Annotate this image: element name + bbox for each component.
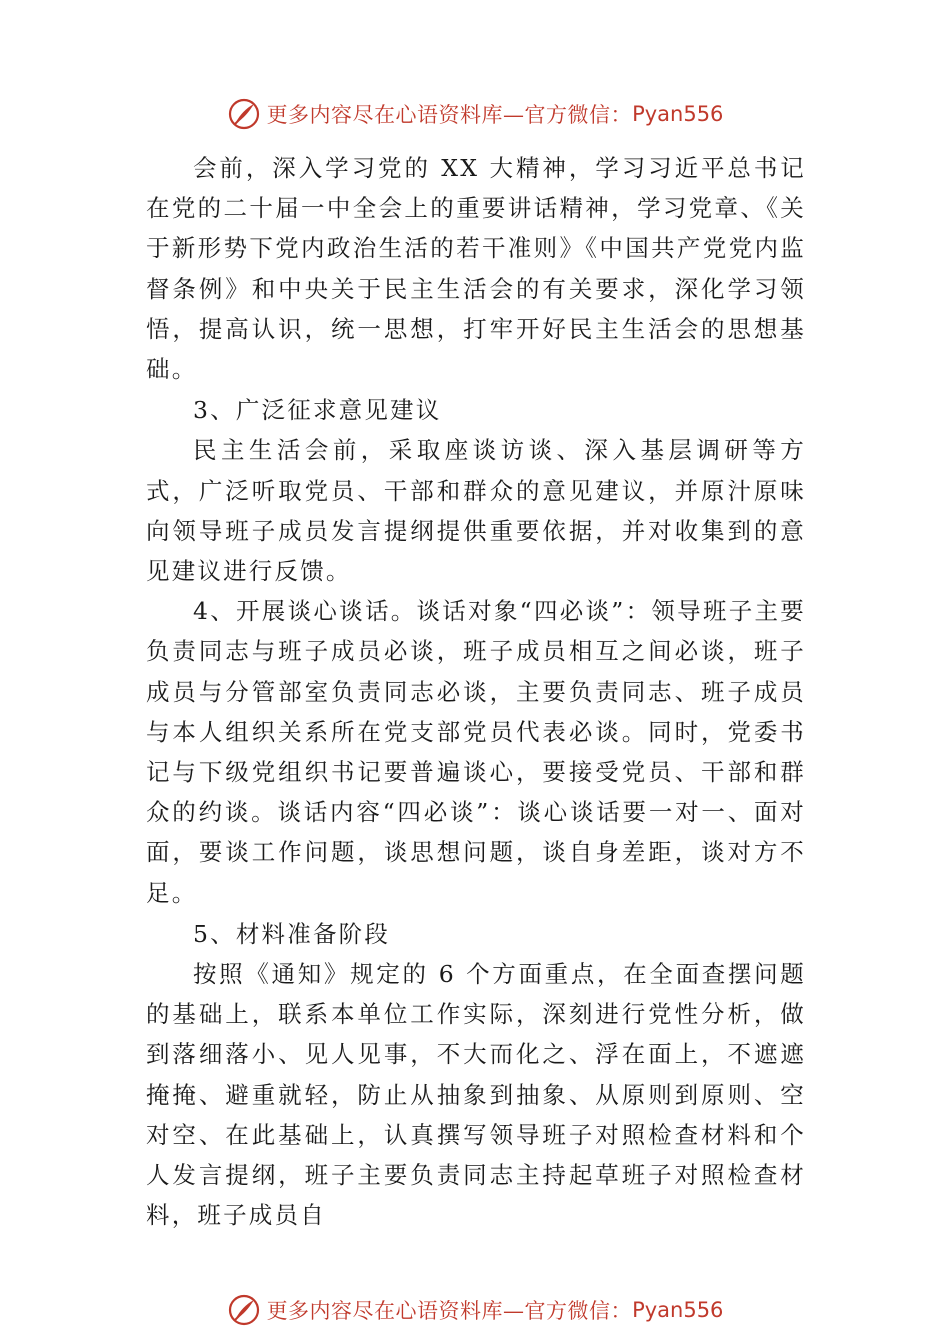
section-heading: 5、材料准备阶段 bbox=[193, 919, 391, 948]
paragraph: 会前，深入学习党的 XX 大精神，学习习近平总书记在党的二十届一中全会上的重要讲话精神，学习党章、《关于新形势下党内政治生活的若干准则》《中国共产党党内监督条例》和中央关于民主生活会的有关要求，深化学习领悟，提高认识，统一思想，打牢开好民主生活会的思想基础。 bbox=[146, 154, 806, 384]
banner-text: 更多内容尽在心语资料库—官方微信： bbox=[266, 1299, 633, 1323]
feather-logo-icon bbox=[227, 97, 261, 131]
section-heading: 3、广泛征求意见建议 bbox=[193, 396, 442, 425]
feather-logo-icon bbox=[227, 1293, 261, 1327]
banner-handle: Pyan556 bbox=[632, 102, 724, 126]
banner-handle: Pyan556 bbox=[632, 1298, 724, 1322]
document-body bbox=[146, 148, 806, 1235]
paragraph: 按照《通知》规定的 6 个方面重点，在全面查摆问题的基础上，联系本单位工作实际，深刻进行党性分析，做到落细落小、见人见事，不大而化之、浮在面上，不遮遮掩掩、避重就轻，防止从抽象到抽象、从原则到原则、空对空、在此基础上，认真撰写领导班子对照检查材料和个人发言提纲，班子主要负责同志主持起草班子对照检查材料，班子成员自 bbox=[146, 960, 806, 1230]
paragraph: 4、开展谈心谈话。谈话对象“四必谈”：领导班子主要负责同志与班子成员必谈，班子成员相互之间必谈，班子成员与分管部室负责同志必谈，主要负责同志、班子成员与本人组织关系所在党支部党员代表必谈。同时，党委书记与下级党组织书记要普遍谈心，要接受党员、干部和群众的约谈。谈话内容“四必谈”：谈心谈话要一对一、面对面，要谈工作问题，谈思想问题，谈自身差距，谈对方不足。 bbox=[146, 597, 806, 907]
footer-banner bbox=[0, 1290, 950, 1330]
paragraph: 民主生活会前，采取座谈访谈、深入基层调研等方式，广泛听取党员、干部和群众的意见建议，并原汁原味向领导班子成员发言提纲提供重要依据，并对收集到的意见建议进行反馈。 bbox=[146, 436, 806, 586]
banner-text: 更多内容尽在心语资料库—官方微信： bbox=[266, 103, 633, 127]
header-banner bbox=[0, 94, 950, 134]
